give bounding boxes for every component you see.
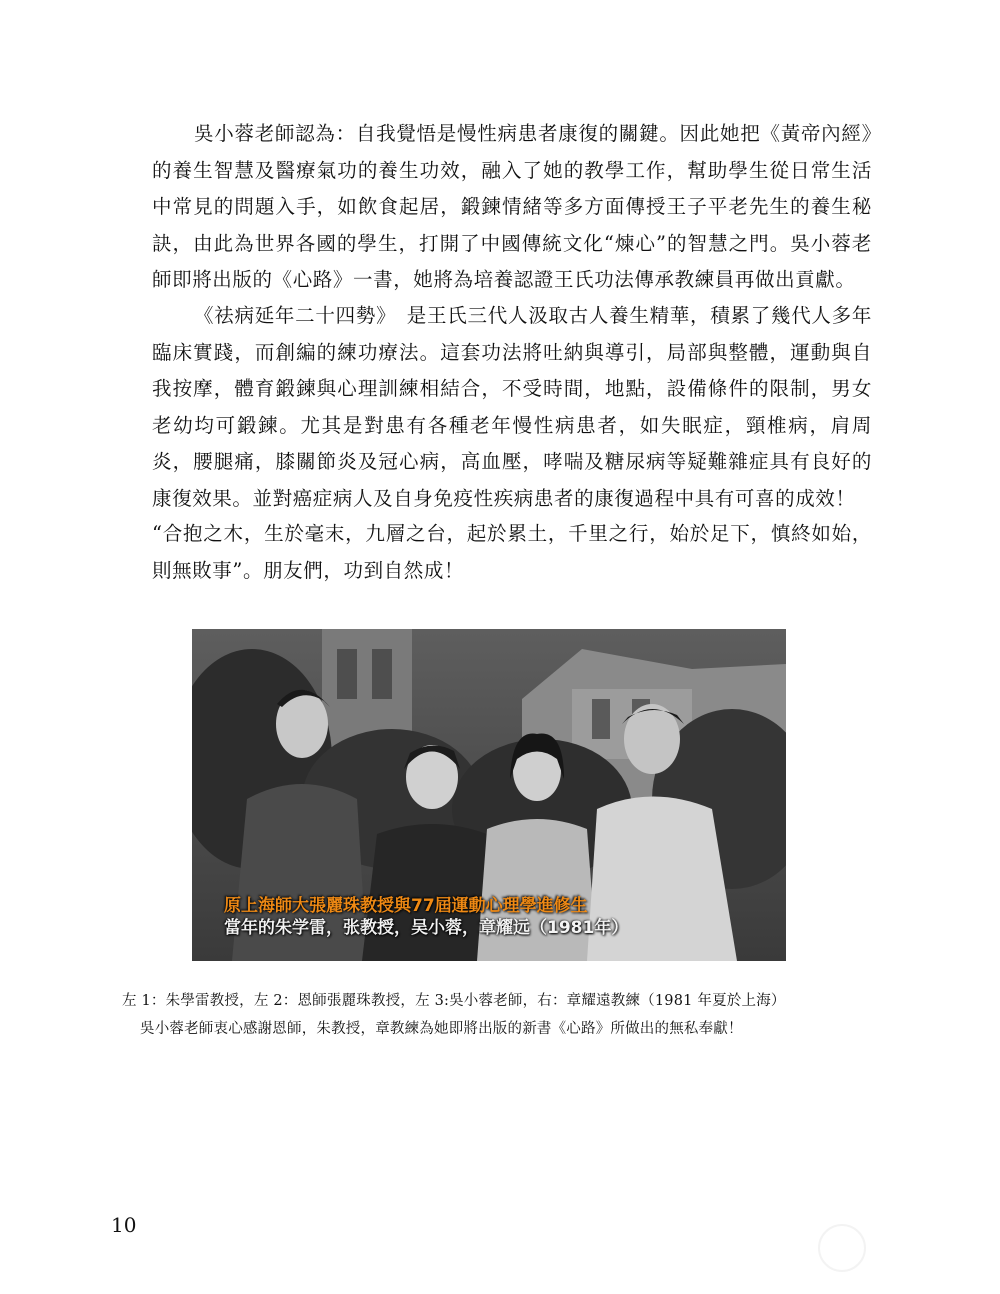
page-number: 10	[111, 1213, 137, 1237]
photo-overlay-title: 原上海師大張麗珠教授與77屆運動心理學進修生	[224, 896, 588, 916]
group-photo	[192, 629, 786, 961]
paragraph-3-quote: “合抱之木，生於毫末，九層之台，起於累土，千里之行，始於足下，慎終如始，則無敗事”。朋友們，功到自然成！	[152, 522, 872, 582]
faint-watermark-stamp	[818, 1224, 866, 1272]
photo-caption-line-2: 吳小蓉老師衷心感謝恩師，朱教授，章教練為她即將出版的新書《心路》所做出的無私奉獻！	[140, 1021, 743, 1037]
photo-overlay-subtitle: 當年的朱学雷，张教授，吴小蓉，章耀远（1981年）	[224, 918, 629, 938]
paragraph-2: 《祛病延年二十四勢》 是王氏三代人汲取古人養生精華，積累了幾代人多年臨床實踐，而創編的練功療法。這套功法將吐納與導引，局部與整體，運動與自我按摩，體育鍛鍊與心理訓練相結合，不受時間，地點，設備條件的限制，男女老幼均可鍛鍊。尤其是對患有各種老年慢性病患者，如失眠症，頸椎病，肩周炎，腰腿痛，膝關節炎及冠心病，高血壓，哮喘及糖尿病等疑難雜症具有良好的康復效果。並對癌症病人及自身免疫性疾病患者的康復過程中具有可喜的成效！	[152, 304, 872, 510]
paragraph-1: 吳小蓉老師認為：自我覺悟是慢性病患者康復的關鍵。因此她把《黃帝內經》的養生智慧及醫療氣功的養生功效，融入了她的教學工作，幫助學生從日常生活中常見的問題入手，如飲食起居，鍛鍊情緒等多方面傳授王子平老先生的養生秘訣，由此為世界各國的學生，打開了中國傳統文化“煉心”的智慧之門。吳小蓉老師即將出版的《心路》一書，她將為培養認證王氏功法傳承教練員再做出貢獻。	[152, 122, 872, 291]
photo-caption-line-1: 左 1：朱學雷教授，左 2：恩師張麗珠教授，左 3:吳小蓉老師，右：章耀遠教練（1981 年夏於上海）	[122, 993, 786, 1009]
